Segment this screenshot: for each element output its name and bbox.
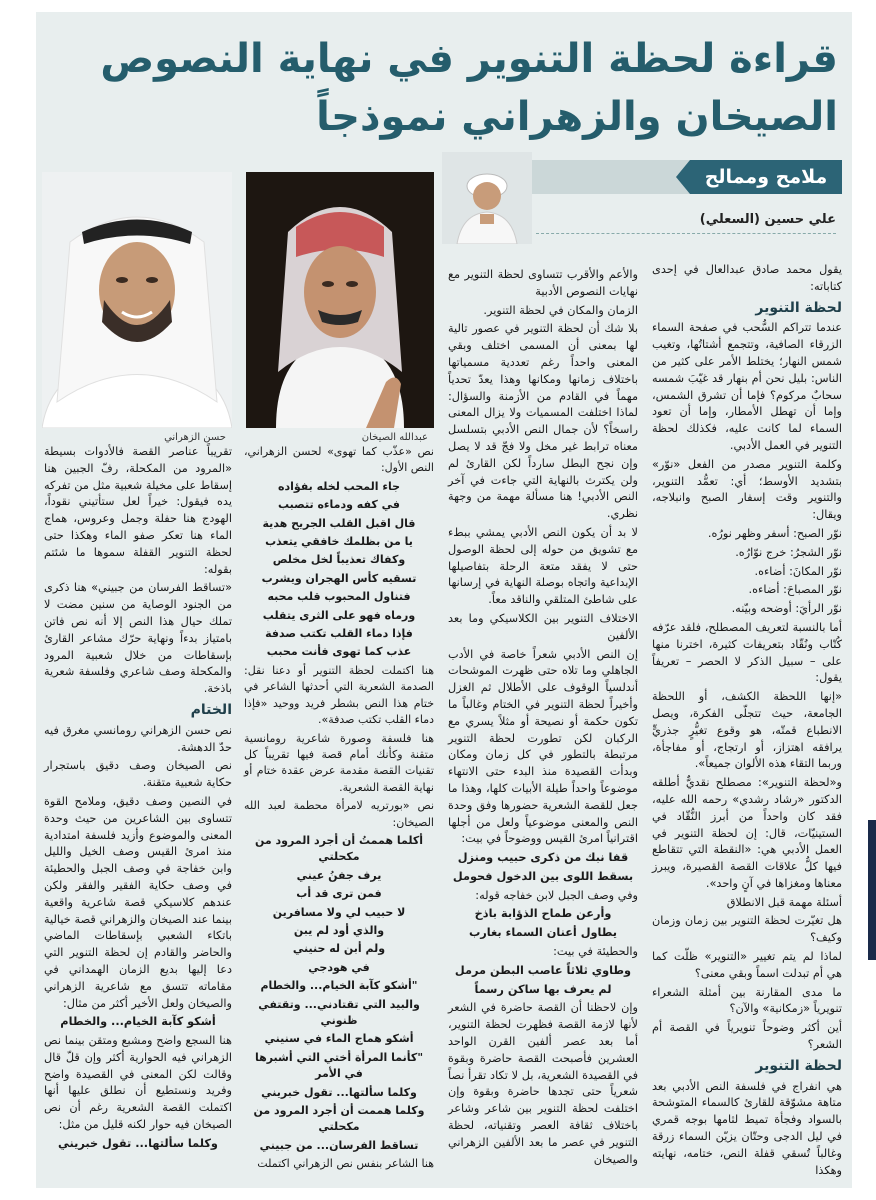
verse-line: في كفه ودماءه تتصبب — [278, 498, 400, 512]
section-banner-label: ملامح وممالح — [690, 160, 842, 194]
paragraph: الاختلاف التنوير بين الكلاسيكي وما بعد الألفين — [448, 611, 638, 642]
verse-line: فإذا دماء القلب تكتب صدفة — [265, 627, 413, 641]
verse-line: وكلما سألتها... تقول خبريني — [261, 1085, 417, 1099]
verse-line: لا حبيب لي ولا مسافرين — [272, 905, 406, 919]
author-photo — [442, 152, 532, 244]
paragraph: نوّر الشجرُ: خرج نوّارُه. — [735, 545, 842, 559]
verse-line: يرف جفنُ عيني — [296, 868, 382, 882]
photo-abdullah-alsaikhan — [246, 172, 434, 428]
headline — [50, 30, 838, 150]
paragraph: أسئلة مهمة قبل الانطلاق — [726, 895, 842, 909]
paragraph: وكلمة التنوير مصدر من الفعل «نوّر» بتشديد الأوسط؛ أي: تعمُّد التنوير، والتنوير وقت إسفار الصبح وانبلاجه، ويقال: — [652, 457, 842, 522]
headline-line-2: الصيخان والزهراني نموذجاً — [316, 94, 838, 140]
paragraph: الزمان والمكان في لحظة التنوير. — [483, 303, 638, 317]
article-column-1 — [652, 262, 842, 1184]
article-column-3 — [244, 444, 434, 1184]
paragraph: نص «بورتريه لامرأة محطمة لعبد الله الصيخان: — [244, 799, 434, 829]
paragraph: «تساقط الفرسان من جبيني» هنا ذكرى من الجنود الوصاية من سنين مضت لا تملك حيال هذا النص إلا أنه نص فاتن بامتياز بدءاً ونهاية حرّك مشاعر القارئ بإسقاطات من خلال شعبية المرود والمكحلة وصف شاعري وفلسفة شعرية باذخة. — [44, 581, 232, 696]
caption-photo-2: حسن الزهراني — [164, 432, 226, 443]
paragraph: لا بد أن يكون النص الأدبي يمشي ببطء مع تشويق من حوله إلى لحظة الوصول حتى لا يفقد متعة الرحلة بتفاصيلها الإبداعية واتجاه بوصلة النهاية في إرسانها على شاطئ المتلقي والناقد معاً. — [448, 525, 638, 607]
verse-line: فمن ترى قد أب — [296, 887, 382, 901]
verse-line: والذي أود لم يبن — [293, 923, 385, 937]
verse-line: قفا نبك من ذكرى حبيب ومنزل — [457, 851, 629, 865]
paragraph: هنا الشاعر بنفس نص الزهراني اكتملت — [257, 1157, 434, 1171]
verse-line: ولم أبن له حنيني — [292, 942, 386, 956]
paragraph: وفي وصف الجبل لابن خفاجه قوله: — [475, 888, 638, 902]
paragraph: نوّر الصبح: أسفر وظهر نورُه. — [707, 526, 842, 540]
verse-line: والبيد التي تقتادني... وتقتفي ظنوني — [258, 997, 420, 1027]
subheading: لحظة التنوير — [755, 299, 842, 316]
verse-line: يا من بظلمك خافقي يتعذب — [265, 535, 413, 549]
paragraph: هنا اكتملت لحظة التنوير أو دعنا نقل: الصدمة الشعرية التي أحدثها الشاعر في ختام هذا النص بشطر فريد ووحيد «فإذا دماء القلب تكتب صدفة». — [244, 663, 434, 727]
paragraph: نوّر الرأيَ: أوضحه وبيّنه. — [731, 602, 842, 616]
verse-line: وأرعن طماح الذؤابة باذخ — [474, 907, 612, 921]
verse-line: تساقط الفرسان... من جبيني — [259, 1138, 419, 1152]
article-column-2 — [448, 267, 638, 1184]
verse-line: في هودجي — [308, 960, 370, 974]
paragraph: والحطيئة في بيت: — [553, 945, 638, 959]
paragraph: هي انفراج في فلسفة النص الأدبي بعد متاهة مشوّقة للقارئ كالسماء المتوشحة بالسواد وفجأة تميط لثامها بوجه قمري في ليل الدجى وحتّان يزيّن السماء زرقة وغالباً تُسقي قفلة النص، ختامه، نهايته وهكذا — [652, 1079, 842, 1177]
paragraph: نص «عذّب كما تهوى» لحسن الزهراني، النص الأول: — [244, 445, 434, 475]
article-column-4 — [44, 444, 232, 1184]
caption-photo-1: عبدالله الصيخان — [361, 432, 428, 443]
paragraph: نوّر المكانَ: أضاءه. — [754, 564, 842, 578]
paragraph: نوّر المصباحَ: أضاءه. — [748, 583, 842, 597]
author-byline: علي حسين (السعلي) — [536, 212, 836, 234]
verse-line: وكلما هممت أن أجرد المرود من مكحلتي — [253, 1104, 425, 1134]
verse-line: وكفاك تعذيباً لخل مخلص — [272, 553, 406, 567]
verse-line: جاء المحب لخله بفؤاده — [277, 479, 401, 493]
paragraph: نص الصيخان وصف دقيق باستجرار حكاية شعبية متقنة. — [44, 759, 232, 790]
headline-line-1: قراءة لحظة التنوير في نهاية النصوص — [100, 36, 838, 82]
man-portrait-icon — [246, 172, 434, 428]
verse-line: عذب كما تهوى فأنت محبب — [266, 645, 412, 659]
subheading: لحظة التنوير — [755, 1057, 842, 1074]
verse-line: تسقيه كأس الهجران ويشرب — [261, 571, 417, 585]
paragraph: وإن لاحظنا أن القصة حاضرة في الشعر لأنها لازمة القصة فظهرت لحظة التنوير، أما بعد عصر ألفين القرن الواحد العشرين فأصبحت القصة حاضرة وبقوة في القصيدة الشعرية، بل لا تكاد تقرأ نصاً شعرياً حتى تجدها حاضرة وبقوة وإن اختلفت لحظة التنوير بين شاعر وشاعر باختلاف ثقافة العصر وتقنياته، لحظة التنوير في عصر ما بعد الألفين الزهراني والصيخان — [448, 1001, 638, 1166]
photo-hassan-alzahrani — [42, 172, 232, 428]
verse-line: ورماه فهو على الثرى يتقلب — [262, 608, 416, 622]
verse-line: "كأنما المرأة أختي التي أشبرها في الأمر — [254, 1050, 424, 1081]
page-edge-marker — [868, 820, 876, 960]
paragraph: «إنها اللحظة الكشف، أو اللحظة الجامعة، حيث تتجلّى الفكرة، ويصل الانطباع قمتّه، هو وقوع تغيُّرٍ جذريٍّ يرافقه اهتزاز، أو ارتجاج، أو مفاجأة، وربما التقاء هذه الألوان جميعاً». — [652, 690, 842, 771]
verse-line: وكلما سألتها... تقول خبريني — [58, 1136, 218, 1150]
author-portrait-icon — [442, 152, 532, 244]
paragraph: تقريباً عناصر القصة فالأدوات بسيطة «المرود من المكحلة، رفّ الجبين هنا إسقاط على مخيلة شعبية مثل من تفركه يده فيقول: خيراً لعل ستأتيني نقوداً، الهودج هنا حفلة وجمل وعروس، هماج الماء هنا تعكر صفو الماء وهكذا حتى لحظة التنوير القفلة سموها ما شئتم بقوله: — [44, 445, 232, 576]
paragraph: والأعم والأقرب تتساوى لحظة التنوير مع نهايات النصوص الأدبية — [448, 268, 638, 298]
verse-line: "أشكو كآبة الخيام... والخطام — [260, 979, 418, 993]
paragraph: في النصين وصف دقيق، وملامح القوة تتساوى بين الشاعرين من حيث وحدة المعنى والموضوع وأزيد فلسفة امتدادية منذ امرئ القيس وصف الخيل والليل وابن خفاجة في وصف الجبل والحطيئة في وصف حكاية الفقير والفقر ولكن عندهم كلاسيكي قصة شاعرية واقعية بينما عند الصيخان والزهراني قصة خيالية باتكاء الشعبي بإسقاطات الماضي والحاضر والقادم إن لحظة التنوير التي دعا إليها بديع الزمان الهمداني في مقاماته تتسق مع شاعرية الزهراني والصيخان ولعل الأخير أكثر من مثال: — [44, 794, 232, 1010]
paragraph: ما مدى المقارنة بين أمثلة الشعراء تنويرياً «زمكانية» والآن؟ — [652, 985, 842, 1016]
paragraph: أين أكثر وضوحاً تنويرياً في القصة أم الشعر؟ — [652, 1021, 842, 1052]
verse-line: أكلما هممتُ أن أجرد المرود من مكحلتي — [255, 833, 423, 864]
man-portrait-icon — [42, 172, 232, 428]
verse-line: لم يعرف بها ساكن رسماً — [474, 982, 612, 996]
verse-line: أشكو كآبة الخيام... والخطام — [60, 1015, 216, 1029]
verse-line: بسقط اللوى بين الدخول فحومل — [452, 869, 634, 883]
paragraph: هنا فلسفة وصورة شاعرية رومانسية متقنة وكأنك أمام قصة فيها تقريباً كل تقنيات القصة مقدمة عرض عقدة ختام أو نهاية القصة الشعرية. — [244, 731, 434, 794]
paragraph: عندما تتراكم السُّحب في صفحة السماء الزرقاء الصافية، وتتجمع أشتاتُها، وتغيب شمس النهار؛ يختلط الأمر على كثير من الناس: بليل نحن أم بنهار قد غيّبَ شمسه سحابٌ مركوم؟ فإما أن تشرق الشمس، وإما أن تهطل الأمطار، وإما أن تعود السماء لما كانت عليه، فكذلك لحظة التنوير في العمل الأدبي. — [652, 321, 842, 452]
paragraph: هنا السجع واضح ومشبع ومتقن بينما نص الزهراني فيه الحوارية أكثر وإن قلّ قال وقالت لكن المعنى في القصيدة واضح وفريد ونستطيع أن نطلق عليها أنها اكتملت القصة الشعرية رغم أن نص الصيخان فيه حوار لكنه قليل من مثل: — [44, 1034, 232, 1132]
verse-line: وطاوي ثلاثاً عاصب البطن مرمل — [454, 963, 632, 977]
verse-line: فتناول المحبوب قلب محبه — [267, 590, 411, 604]
paragraph: أما بالنسبة لتعريف المصطلح، فلقد عرّفه كُتّاب ونُقّاد بتعريفات كثيرة، اخترنا منها على – سبيل الذكر لا الحصر – تعريفاً يقول: — [652, 620, 842, 685]
paragraph: بلا شك أن لحظة التنوير في عصور تالية لها بمعنى أن المسمى اختلف وبقي المعنى واحداً رغم تعددية مسمياتها باختلاف زمانها ومكانها وهذا يعدّ تحدياً مهماً في القادم من الأزمنة والسؤال: لماذا اختلفت المسميات ولا يزال المعنى راسخاً؟ لأن جمال النص الأدبي بتسلسل معناه ترابط غير مخل ولا فجّ قد لا يصل وإن نجح البطل سارداً لكن القارئ لم ولن يكترث بالنهاية التي جاءت في آخر النص الأدبي! هنا مسألة مهمة من وجهة نظري. — [448, 322, 638, 521]
subheading: الختام — [190, 701, 232, 718]
newspaper-page — [36, 12, 852, 1188]
paragraph: يقول محمد صادق عبدالعال في إحدى كتاباته: — [652, 263, 842, 293]
verse-line: يطاول أعنان السماء بغارب — [468, 926, 618, 940]
paragraph: إن النص الأدبي شعراً خاصة في الأدب الجاهلي وما تلاه حتى ظهرت الموشحات أندلسياً الوقوف على الأطلال ثم الغزل وأخيراً لحظة التنوير في الختام وغالباً ما تكون حكمة أو نصيحة أو مثلاً يسري مع الركبان لكن تطورت لحظة التنوير مرتبطة بالتطور في كل زمان ومكان وبدأت القصيدة منذ البدء حتى الانتهاء موضوعاً واحداً طيلة الأبيات كلها، وهذا ما جعل للقصة الشعرية حضورها وفق وحدة النص والمعنى موضوعياً ولعل من أجلها اقترانياً امرئ القيس ووضوحاً في بيت: — [448, 647, 638, 846]
paragraph: نص حسن الزهراني رومانسي مغرق فيه حدّ الدهشة. — [44, 723, 232, 754]
paragraph: هل تغيّرت لحظة التنوير بين زمان وزمان وكيف؟ — [652, 914, 842, 945]
verse-line: قال اقبل القلب الجريح هدية — [262, 516, 416, 530]
paragraph: و«لحظة التنوير»: مصطلح نقديٌّ أطلقه الدكتور «رشاد رشدي» رحمه الله عليه، فقد كان واحداً من أبرز النُّقّاد في الستينيّات، قال: إن لحظة التنوير في العمل الأدبي هي: «النقطة التي تتقاطع فيها كلُّ علاقات القصة القصيرة، ويبرز معناها ومغزاها في آنٍ واحد». — [652, 776, 842, 890]
verse-line: أشكو هماج الماء في سنيني — [264, 1032, 414, 1046]
paragraph: لماذا لم يتم تغيير «التنوير» ظلّت كما هي أم تبدلت اسماً وبقي معنى؟ — [652, 950, 842, 980]
